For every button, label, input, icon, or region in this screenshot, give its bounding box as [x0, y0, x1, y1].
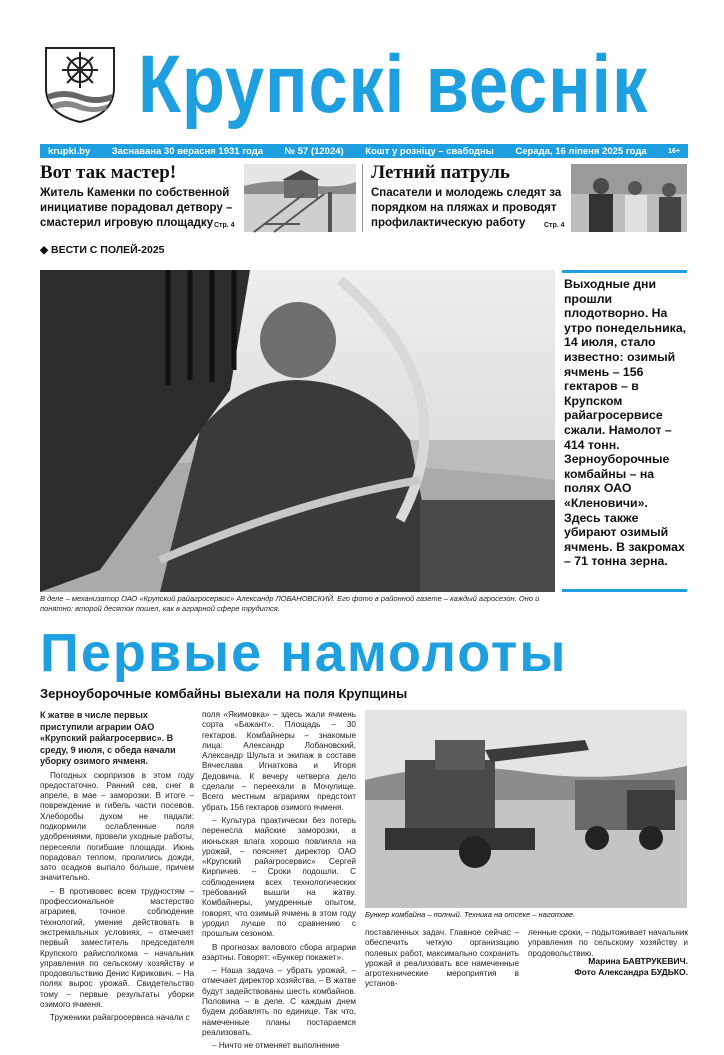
coat-of-arms-icon — [40, 44, 120, 124]
site-link[interactable]: krupki.by — [48, 145, 91, 157]
teaser-page-ref[interactable]: Стр. 4 — [214, 222, 235, 229]
article-paragraph: поля «Якимовка» – здесь жали ячмень сорта «Бажант». Площадь – 30 гектаров. Комбайнеры – знакомые лица: Александр Лобановский, Александр Шульга и экипаж в составе Вячеслава Игнаткова и Игоря Дедовича. К вечеру четверга дело сделали – переехали в Мочулище. Всего местным аграриям предстоит убрать 156 гектаров озимого ячменя. — [202, 710, 356, 812]
article-paragraph: В прогнозах валового сбора аграрии азартны. Говорят: «Бункер покажет». — [202, 942, 356, 962]
teaser-patrol[interactable] — [371, 162, 566, 234]
article-paragraph: – Ничто не отменяет выполнение — [212, 1041, 340, 1051]
teaser-title: Вот так мастер! — [40, 162, 177, 183]
harvest-summary-text: Выходные дни прошли плодотворно. На утро понедельника, 14 июля, стало известно: озимый ячмень – 156 гектаров – в Крупском райагросервисе сжали. Намолот – 414 тонн. Зерноуборочные комбайны – на полях ОАО «Кленовичи». Здесь также убирают озимый ячмень. В закромах – 71 тонна зерна. — [564, 277, 687, 569]
teaser-photo-playground — [244, 164, 356, 232]
newspaper-title: Крупскі веснік — [138, 39, 649, 130]
article-column-1 — [40, 710, 194, 1027]
teaser-page-ref[interactable]: Стр. 4 — [544, 222, 565, 229]
article-column-3 — [365, 928, 519, 993]
harvest-summary-box — [562, 270, 687, 592]
article-headline: Первые намолоты — [40, 623, 568, 683]
article-paragraph: – В противовес всем трудностям – профессиональное мастерство аграриев, точное соблюдение технологий, умение действовать в экстремальных условиях, – отмечает первый заместитель председателя Крупского райисполкома – начальник управления по сельскому хозяйству и продовольствию Денис Кирикович. – На полях вырос урожай. Свидетельство тому – первые результаты уборки озимого ячменя. — [40, 886, 194, 1010]
issue-number: № 57 (12024) — [284, 145, 344, 157]
combine-harvester-photo — [365, 710, 687, 908]
section-rubric: ◆ ВЕСТИ С ПОЛЕЙ-2025 — [40, 244, 165, 256]
article-column-2 — [202, 710, 356, 1055]
article-paragraph: Труженики райагросервиса начали с — [50, 1013, 190, 1023]
price-note: Кошт у розніцу – свабодны — [365, 145, 494, 157]
combine-photo-caption: Бункер комбайна – полный. Техника на отсеке – наготове. — [365, 910, 576, 919]
main-photo-caption: В деле – механизатор ОАО «Крупский райагросервис» Александр ЛОБАНОВСКИЙ. Его фото в районной газете – каждый агросезон. Оно и понятно: второй десяток пошел, как в аграрной сфере трудится. — [40, 594, 540, 613]
teaser-photo-rescuers — [571, 164, 687, 232]
article-subheadline: Зерноуборочные комбайны выехали на поля Крупщины — [40, 686, 408, 701]
teaser-title: Летний патруль — [371, 162, 510, 183]
teaser-text: Спасатели и молодежь следят за порядком на пляжах и проводят профилактическую работу — [371, 187, 562, 229]
masthead — [40, 39, 688, 140]
article-lead: К жатве в числе первых приступили аграрии ОАО «Крупский райагросервис». В среду, 9 июля, с обеда начали уборку озимого ячменя. — [40, 710, 176, 766]
photographer-credit: Фото Александра БУДЬКО. — [574, 967, 688, 977]
article-paragraph: Погодных сюрпризов в этом году предостаточно. Ранний сев, снег в апреле, в мае – заморозки. В итоге – повреждение и гибель части посевов. Хлеборобы духом не падали: подкормили ослабленные поля удобрениями, провели уходные работы, пересеяли погибшие площади. Июнь порадовал теплом, пролились дожди, зато осадков выпало больше, причем значительно. — [40, 770, 194, 883]
teaser-divider — [362, 164, 363, 232]
main-photo-mechanic — [40, 270, 555, 592]
teaser-master[interactable] — [40, 162, 240, 234]
issue-date: Серада, 16 ліпеня 2025 года — [515, 145, 647, 157]
article-paragraph: поставленных задач. Главное сейчас – обеспечить четкую организацию полевых работ, максимально сохранить урожай и реализовать все намеченные агротехнические мероприятия в установ- — [365, 928, 519, 989]
founded-date: Заснавана 30 верасня 1931 года — [111, 145, 264, 157]
masthead-info-bar — [40, 144, 688, 158]
article-paragraph: – Культура практически без потерь перенесла майские заморозки, а июньская влага хорошо повлияла на урожай, – поясняет директор ОАО «Крупский райагросервис» Сергей Кирпичев. – Сроки подошли. С соблюдением всех технологических требований вышли на жатву. Комбайнеры, умудренные опытом, говорят, что озимый ячмень в этом году уродил лучше по сравнению с прошлым сезоном. — [202, 815, 356, 939]
article-paragraph: ленные сроки, – подытоживает начальник управления по сельскому хозяйству и продовольствию. — [528, 928, 689, 958]
author-signature: Марина БАВТРУКЕВИЧ. — [588, 956, 688, 966]
age-rating: 16+ — [668, 147, 680, 155]
teaser-text: Житель Каменки по собственной инициативе порадовал детвору – смастерил игровую площадку — [40, 187, 233, 229]
article-paragraph: – Наша задача – убрать урожай, – отмечает директор хозяйства. – В жатве будут задействованы шесть комбайнов. Половина – в деле. С каждым днем будем добавлять по единице. Так что, намеченные планы постараемся реализовать. — [202, 966, 356, 1037]
